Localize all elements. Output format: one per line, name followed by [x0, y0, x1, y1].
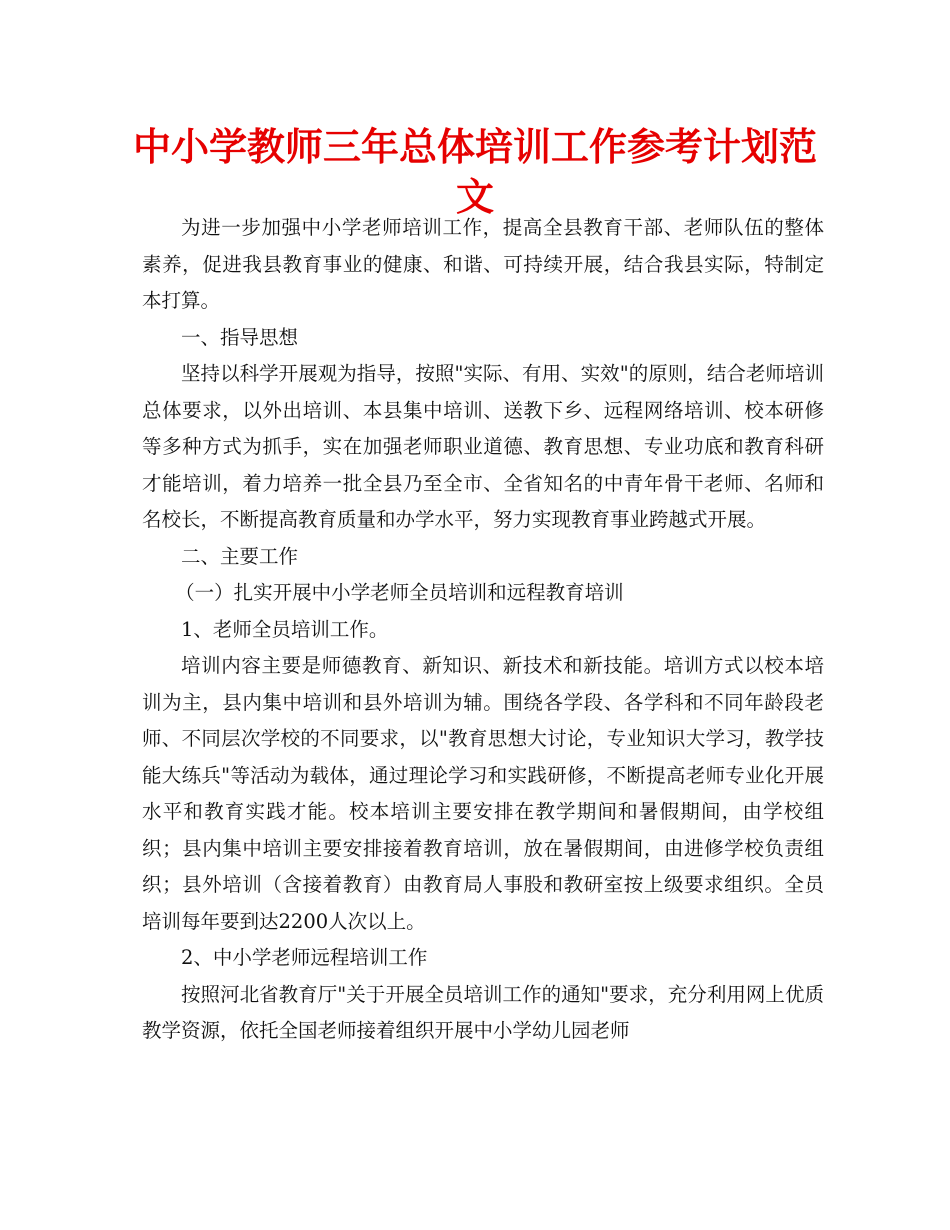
item-heading-remote-training: 2、中小学老师远程培训工作: [181, 946, 428, 969]
document-body: [142, 210, 824, 1050]
guiding-ideology-paragraph: 坚持以科学开展观为指导，按照"实际、有用、实效"的原则，结合老师培训总体要求，以外出培训、本县集中培训、送教下乡、远程网络培训、校本研修等多种方式为抓手，实在加强老师职业道德、教育思想、专业功底和教育科研才能培训，着力培养一批全县乃至全市、全省知名的中青年骨干老师、名师和名校长，不断提高教育质量和办学水平，努力实现教育事业跨越式开展。: [142, 362, 824, 531]
document-title-line-1: 中小学教师三年总体培训工作参考计划范: [132, 125, 817, 169]
remote-training-paragraph: 按照河北省教育厅"关于开展全员培训工作的通知"要求，充分利用网上优质教学资源，依托全国老师接着组织开展中小学幼儿园老师: [142, 982, 824, 1042]
document-title: [0, 122, 950, 222]
item-heading-full-training: 1、老师全员培训工作。: [181, 617, 389, 641]
full-training-paragraph: 培训内容主要是师德教育、新知识、新技术和新技能。培训方式以校本培训为主，县内集中培训和县外培训为辅。围绕各学段、各学科和不同年龄段老师、不同层次学校的不同要求，以"教育思想大讨论，专业知识大学习，教学技能大练兵"等活动为载体，通过理论学习和实践研修，不断提高老师专业化开展水平和教育实践才能。校本培训主要安排在教学期间和暑假期间，由学校组织；县内集中培训主要安排接着教育培训，放在暑假期间，由进修学校负责组织；县外培训（含接着教育）由教育局人事股和教研室按上级要求组织。全员培训每年要到达2200人次以上。: [142, 654, 824, 933]
subsection-heading-1: （一）扎实开展中小学老师全员培训和远程教育培训: [175, 581, 624, 604]
document-title-line-2: 文: [455, 175, 494, 219]
section-heading-main-work: 二、主要工作: [181, 544, 299, 568]
section-heading-guiding-ideology: 一、指导思想: [181, 325, 299, 349]
intro-paragraph: 为进一步加强中小学老师培训工作，提高全县教育干部、老师队伍的整体素养，促进我县教育事业的健康、和谐、可持续开展，结合我县实际，特制定本打算。: [142, 216, 824, 312]
